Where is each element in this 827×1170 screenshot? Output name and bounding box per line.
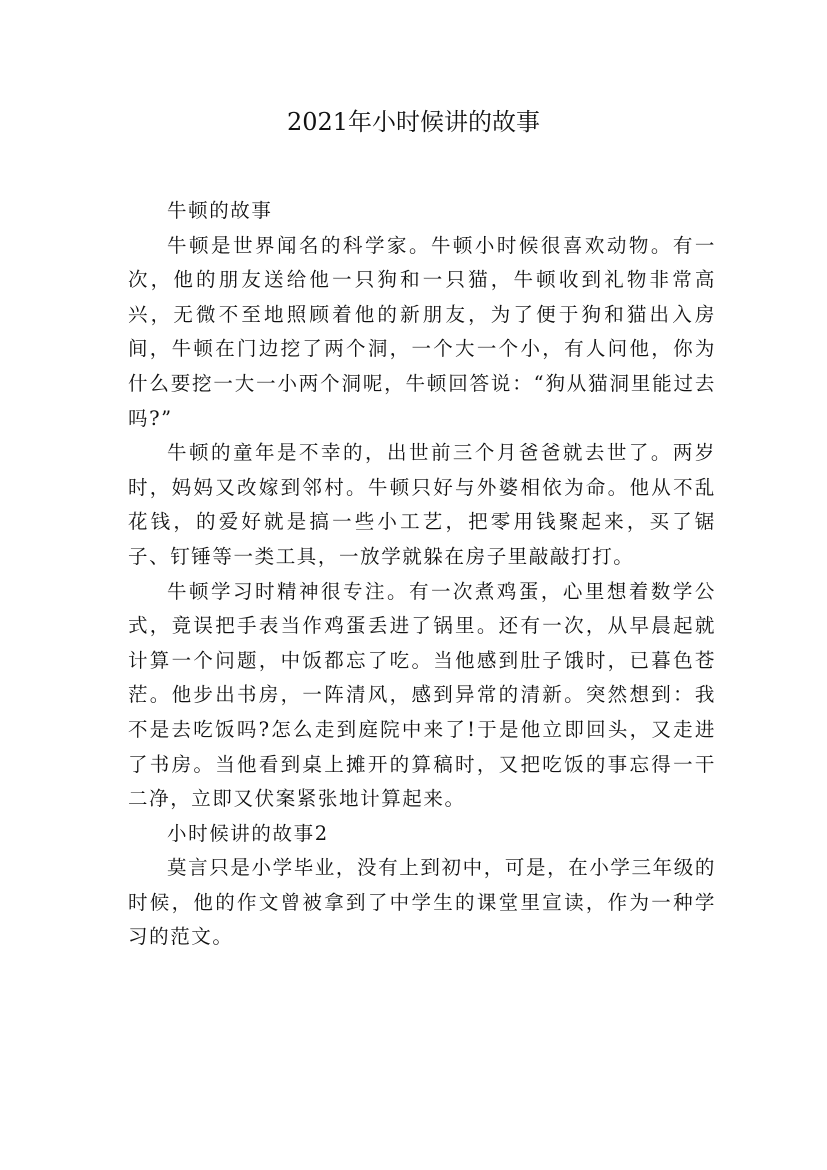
paragraph-newton-focus: 牛顿学习时精神很专注。有一次煮鸡蛋，心里想着数学公式，竟误把手表当作鸡蛋丢进了锅里。还有一次，从早晨起就计算一个问题，中饭都忘了吃。当他感到肚子饿时，已暮色苍茫。他步出书房，一阵清风，感到异常的清新。突然想到：我不是去吃饭吗?怎么走到庭院中来了!于是他立即回头，又走进了书房。当他看到桌上摊开的算稿时，又把吃饭的事忘得一干二净，立即又伏案紧张地计算起来。 — [128, 579, 716, 811]
document-body — [128, 194, 716, 955]
section-heading-story-2: 小时候讲的故事2 — [167, 821, 329, 845]
paragraph-newton-pets: 牛顿是世界闻名的科学家。牛顿小时候很喜欢动物。有一次，他的朋友送给他一只狗和一只猫，牛顿收到礼物非常高兴，无微不至地照顾着他的新朋友，为了便于狗和猫出入房间，牛顿在门边挖了两个洞，一个大一个小，有人问他，你为什么要挖一大一小两个洞呢，牛顿回答说：“狗从猫洞里能过去吗?” — [128, 233, 716, 430]
document-title: 2021年小时候讲的故事 — [286, 108, 541, 136]
paragraph-newton-childhood: 牛顿的童年是不幸的，出世前三个月爸爸就去世了。两岁时，妈妈又改嫁到邻村。牛顿只好与外婆相依为命。他从不乱花钱，的爱好就是搞一些小工艺，把零用钱聚起来，买了锯子、钉锤等一类工具，一放学就躲在房子里敲敲打打。 — [128, 441, 716, 568]
section-heading-newton: 牛顿的故事 — [167, 199, 273, 222]
paragraph-moyan: 莫言只是小学毕业，没有上到初中，可是，在小学三年级的时候，他的作文曾被拿到了中学生的课堂里宣读，作为一种学习的范文。 — [128, 856, 716, 949]
